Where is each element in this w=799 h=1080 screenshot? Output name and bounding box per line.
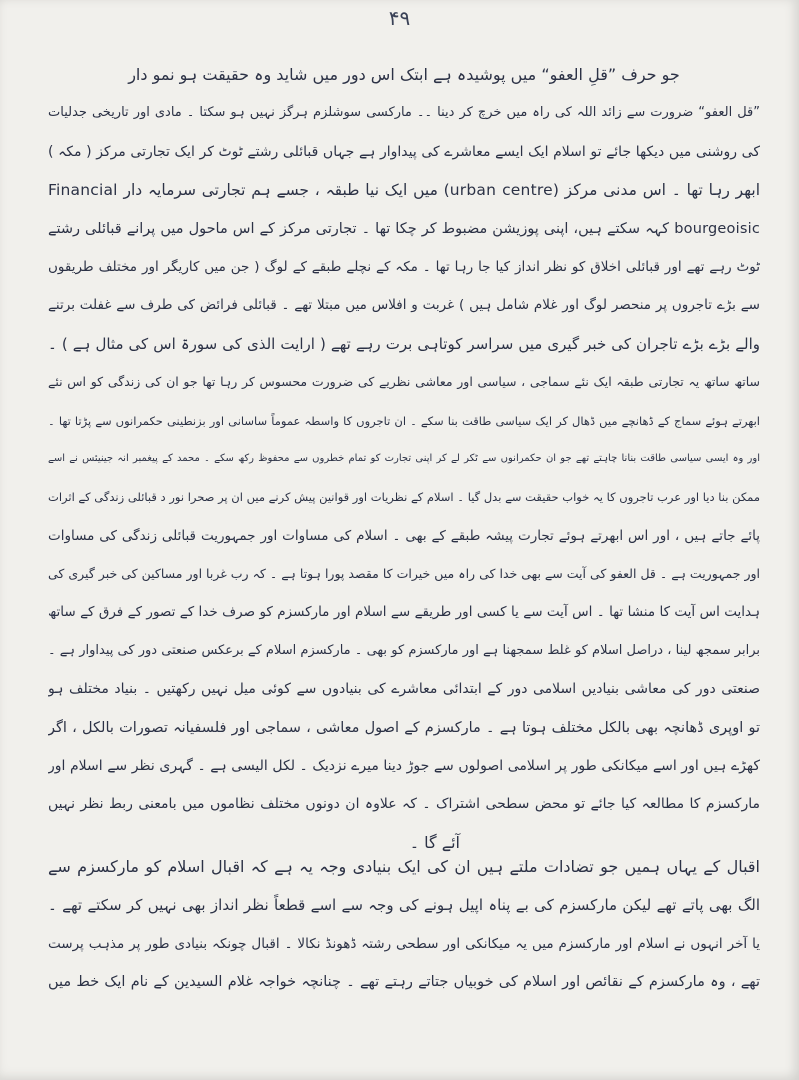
text-line: آئے گا ۔ — [409, 832, 460, 852]
text-line: مارکسزم کا مطالعہ کیا جائے تو محض سطحی اشتراک ۔ کہ علاوہ ان دونوں مختلف نظاموں میں بامعنی ربط نظر نہیں — [48, 796, 760, 813]
text-line: یا آخر انہوں نے اسلام اور مارکسزم میں یہ میکانکی اور سطحی رشتہ ڈھونڈ نکالا ۔ اقبال چونکہ بنیادی طور پر مذہب پرست — [48, 935, 760, 952]
paragraph-2 — [48, 848, 760, 1002]
text-line: اور وہ ایسی سیاسی طاقت بنانا چاہتے تھے جو ان حکمرانوں سے ٹکر لے کر اپنی تجارت کو تمام خطروں سے محفوظ رکھ سکے ۔ محمد کے پیغمبر انہ جینیئس نے اسے — [48, 452, 760, 464]
text-line: کی روشنی میں دیکھا جائے تو اسلام ایک ایسے معاشرے کی پیداوار ہے جہاں قبائلی رشتے ٹوٹ کر ایک تجارتی مرکز ( مکہ ) — [48, 143, 760, 160]
text-line: سے بڑے تاجروں پر منحصر لوگ اور غلام شامل ہیں ) غربت و افلاس میں مبتلا تھے ۔ قبائلی فرائض کی طرف سے غفلت برتنے — [48, 297, 760, 314]
paragraph-1 — [48, 56, 760, 862]
text-line: اور جمہوریت ہے ۔ قل العفو کی آیت سے بھی خدا کی راہ میں خیرات کا مقصد پورا ہوتا ہے ۔ کہ رب غربا اور مساکین کی خبر گیری کی — [48, 566, 760, 582]
text-line: ہدایت اس آیت کا منشا تھا ۔ اس آیت سے یا کسی اور طریقے سے اسلام اور مارکسزم کو صرف خدا کے تصور کے فرق کے ساتھ — [48, 604, 760, 621]
text-line: ممکن بنا دیا اور عرب تاجروں کا یہ خواب حقیقت سے بدل گیا ۔ اسلام کے نظریات اور قوانین پیش کرنے میں ان پر صحرا نور د قبائلی زندگی کے اثرات — [48, 490, 760, 505]
text-line: ساتھ ساتھ یہ تجارتی طبقہ ایک نئے سماجی ، سیاسی اور معاشی نظریے کی ضرورت محسوس کر رہا تھا جو ان کی زندگی کو اس نئے — [48, 374, 760, 390]
text-line: الگ بھی پاتے تھے لیکن مارکسزم کی بے پناہ اپیل ہونے کی وجہ سے اسے قطعاً نظر انداز بھی نہیں کر سکتے تھے ۔ — [48, 896, 760, 915]
text-line: bourgeoisic کہہ سکتے ہیں، اپنی پوزیشن مضبوط کر چکا تھا ۔ تجارتی مرکز کے اس ماحول میں پرانے قبائلی رشتے — [48, 220, 760, 237]
text-line: ابھر رہا تھا ۔ اس مدنی مرکز (urban centre) میں ایک نیا طبقہ ، جسے ہم تجارتی سرمایہ دار Financial — [48, 181, 760, 200]
text-line: پائے جاتے ہیں ، اور اس ابھرتے ہوئے تجارت پیشہ طبقے کے بھی ۔ اسلام کی مساوات اور جمہوریت قبائلی زندگی کی مساوات — [48, 527, 760, 544]
text-line: برابر سمجھ لینا ، دراصل اسلام کو غلط سمجھنا ہے اور مارکسزم کو بھی ۔ مارکسزم اسلام کے برعکس صنعتی دور کی پیداوار ہے ۔ — [48, 642, 760, 658]
text-line: جو حرف ”قلِ العفو“ میں پوشیدہ ہے ابتک اس دور میں شاید وہ حقیقت ہو نمو دار — [128, 65, 680, 84]
text-line: تو اوپری ڈھانچہ بھی بالکل مختلف ہوتا ہے ۔ مارکسزم کے اصول معاشی ، سماجی اور فلسفیانہ تصورات بالکل ، اگر — [48, 719, 760, 736]
text-line: اقبال کے یہاں ہمیں جو تضادات ملتے ہیں ان کی ایک بنیادی وجہ یہ ہے کہ اقبال اسلام کو مارکسزم سے — [48, 857, 760, 876]
page-number: ۴۹ — [388, 6, 411, 30]
text-line: والے بڑے بڑے تاجران کی خبر گیری میں سراسر کوتاہی برت رہے تھے ( ارایت الذی کی سورۃ اس کی مثال ہے ) ۔ — [48, 334, 760, 353]
text-line: ”قل العفو“ ضرورت سے زائد اللہ کی راہ میں خرچ کر دینا ۔۔ مارکسی سوشلزم ہرگز نہیں ہو سکتا ۔ مادی اور تاریخی جدلیات — [48, 105, 760, 121]
text-line: کھڑے ہیں اور اسے میکانکی طور پر اسلامی اصولوں سے جوڑ دینا میرے نزدیک ۔ لکل الیسی ہے ۔ گہری نظر سے اسلام اور — [48, 758, 760, 775]
text-line: ٹوٹ رہے تھے اور قبائلی اخلاق کو نظر انداز کیا جا رہا تھا ۔ مکہ کے نچلے طبقے کے لوگ ( جن میں کاریگر اور مختلف طریقوں — [48, 258, 760, 275]
text-line: تھے ، وہ مارکسزم کے نقائص اور اسلام کی خوبیاں جتاتے رہتے تھے ۔ چنانچہ خواجہ غلام السیدین کے نام ایک خط میں — [48, 974, 760, 991]
text-line: صنعتی دور کی معاشی بنیادیں اسلامی دور کے ابتدائی معاشرے کی بنیادوں سے کوئی میل نہیں رکھتیں ۔ بنیاد مختلف ہو — [48, 681, 760, 698]
text-line: ابھرتے ہوئے سماج کے ڈھانچے میں ڈھال کر ایک سیاسی طاقت بنا سکے ۔ ان تاجروں کا واسطہ عموماً ساسانی اور بزنطینی حکمرانوں سے پڑتا تھا ۔ — [48, 413, 760, 428]
